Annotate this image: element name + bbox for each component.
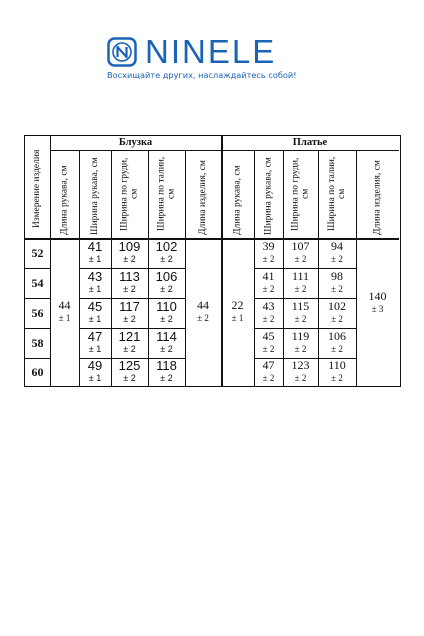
size-label: 60: [31, 364, 44, 379]
blouse-sleeve-width-value: 43: [87, 269, 103, 284]
blouse-waist-width-value: 114: [156, 329, 177, 344]
size-label: 58: [31, 335, 44, 350]
dress-chest-width-tolerance: ± 2: [294, 284, 307, 294]
blouse-waist-width: [148, 330, 185, 356]
blouse-waist-width: [148, 359, 185, 385]
dress-waist-width: [318, 270, 356, 296]
dress-chest-width: [283, 300, 318, 326]
dress-chest-width-tolerance: ± 2: [294, 373, 307, 383]
dress-chest-width-value: 123: [291, 358, 310, 372]
dress-chest-width: [283, 240, 318, 266]
blouse-chest-width-value: 113: [119, 269, 140, 284]
dress-sleeve-length-value: 22: [231, 298, 244, 312]
blouse-sleeve-width-tolerance: ± 1: [88, 344, 102, 354]
blouse-chest-width-tolerance: ± 2: [123, 314, 136, 324]
column-header-b-chest: Ширина по груди, см: [119, 157, 140, 231]
column-header-d-waist: Ширина по талии, см: [327, 156, 347, 232]
dress-waist-width-value: 102: [328, 299, 346, 313]
blouse-sleeve-width-tolerance: ± 1: [88, 314, 102, 324]
dress-chest-width-tolerance: ± 2: [294, 314, 307, 324]
blouse-sleeve-width: [79, 359, 111, 385]
dress-chest-width: [283, 330, 318, 356]
blouse-waist-width-tolerance: ± 2: [160, 344, 173, 354]
blouse-waist-width: [148, 300, 185, 326]
dress-waist-width-tolerance: ± 2: [331, 373, 343, 383]
blouse-waist-width-value: 118: [156, 358, 177, 373]
blouse-waist-width-value: 106: [155, 269, 178, 284]
dress-sleeve-width-tolerance: ± 2: [262, 284, 275, 294]
dress-chest-width-value: 107: [291, 239, 310, 253]
dress-sleeve-width: [254, 270, 283, 296]
dress-sleeve-width-value: 39: [262, 239, 275, 253]
blouse-chest-width-tolerance: ± 2: [123, 373, 136, 383]
dress-sleeve-width-value: 45: [262, 329, 275, 343]
dress-chest-width-tolerance: ± 2: [294, 344, 307, 354]
blouse-sleeve-width-value: 47: [87, 329, 103, 344]
dress-sleeve-width: [254, 240, 283, 266]
size-label: 54: [31, 275, 44, 290]
size-label: 56: [31, 305, 44, 320]
blouse-waist-width: [148, 270, 185, 296]
blouse-waist-width-value: 110: [156, 299, 177, 314]
dress-sleeve-width-value: 41: [262, 269, 275, 283]
blouse-waist-width-tolerance: ± 2: [160, 284, 173, 294]
dress-chest-width: [283, 270, 318, 296]
dress-sleeve-length-tolerance: ± 1: [231, 313, 244, 323]
blouse-chest-width: [111, 240, 148, 266]
blouse-sleeve-length: [50, 299, 79, 325]
brand-name: NINELE: [145, 33, 277, 70]
dress-waist-width-tolerance: ± 2: [331, 254, 343, 264]
group-title-blouse: Блузка: [118, 137, 153, 148]
dress-waist-width-tolerance: ± 2: [331, 284, 343, 294]
blouse-sleeve-width-value: 49: [87, 358, 103, 373]
blouse-chest-width-tolerance: ± 2: [123, 284, 136, 294]
blouse-sleeve-width: [79, 300, 111, 326]
dress-waist-width: [318, 300, 356, 326]
brand-tagline: Восхищайте других, наслаждайтесь собой!: [107, 70, 297, 80]
blouse-sleeve-width-tolerance: ± 1: [88, 254, 102, 264]
dress-sleeve-width: [254, 330, 283, 356]
column-header-d-length: Длина изделия, см: [372, 160, 383, 235]
blouse-sleeve-width-tolerance: ± 1: [88, 373, 102, 383]
dress-length: [356, 290, 399, 316]
group-divider: [50, 150, 399, 151]
dress-chest-width: [283, 359, 318, 385]
dress-waist-width: [318, 330, 356, 356]
blouse-chest-width-value: 109: [118, 239, 141, 254]
blouse-waist-width: [148, 240, 185, 266]
blouse-sleeve-length-tolerance: ± 1: [58, 313, 71, 323]
blouse-chest-width-value: 117: [119, 299, 140, 314]
column-header-b-length: Длина изделия, см: [198, 160, 208, 235]
brand-logo: [107, 33, 277, 70]
blouse-length: [185, 299, 221, 325]
blouse-chest-width: [111, 300, 148, 326]
dress-chest-width-value: 115: [291, 299, 310, 313]
dress-waist-width-tolerance: ± 2: [331, 344, 343, 354]
dress-sleeve-width-tolerance: ± 2: [262, 254, 275, 264]
dress-chest-width-value: 111: [291, 269, 310, 283]
dress-sleeve-width: [254, 359, 283, 385]
column-header-b-sleeve_width: Ширина рукава, см: [90, 157, 100, 235]
dress-waist-width-value: 106: [328, 329, 346, 343]
dress-sleeve-width-tolerance: ± 2: [262, 373, 275, 383]
blouse-sleeve-width: [79, 240, 111, 266]
blouse-length-tolerance: ± 2: [197, 313, 209, 323]
dress-waist-width-value: 98: [331, 269, 343, 283]
brand-header: [0, 33, 424, 86]
dress-waist-width-value: 110: [328, 358, 346, 372]
size-table: [24, 135, 401, 387]
size-column-header: Измерение изделия: [32, 149, 42, 229]
blouse-sleeve-width-value: 41: [87, 239, 103, 254]
blouse-sleeve-length-value: 44: [58, 298, 71, 312]
blouse-chest-width-tolerance: ± 2: [123, 254, 136, 264]
size-label: 52: [31, 245, 44, 260]
blouse-chest-width-value: 121: [118, 329, 141, 344]
dress-sleeve-width: [254, 300, 283, 326]
column-header-b-sleeve: Длина рукава, см: [59, 165, 70, 235]
dress-sleeve-width-value: 43: [262, 299, 275, 313]
column-header-d-chest: Ширина по груди, см: [290, 157, 311, 231]
column-header-d-sleeve_width: Ширина рукава, см: [263, 157, 274, 235]
dress-length-tolerance: ± 3: [371, 304, 384, 314]
dress-length-value: 140: [368, 289, 387, 303]
blouse-waist-width-tolerance: ± 2: [160, 373, 173, 383]
blouse-waist-width-value: 102: [155, 239, 178, 254]
dress-waist-width-value: 94: [331, 239, 343, 253]
blouse-waist-width-tolerance: ± 2: [160, 314, 173, 324]
blouse-length-value: 44: [197, 298, 209, 312]
blouse-sleeve-width-value: 45: [87, 299, 103, 314]
dress-sleeve-length: [221, 299, 254, 325]
column-header-d-sleeve: Длина рукава, см: [232, 165, 243, 235]
dress-chest-width-value: 119: [291, 329, 310, 343]
dress-sleeve-width-tolerance: ± 2: [262, 344, 275, 354]
dress-waist-width: [318, 359, 356, 385]
blouse-chest-width-tolerance: ± 2: [123, 344, 136, 354]
blouse-sleeve-width-tolerance: ± 1: [88, 284, 102, 294]
blouse-waist-width-tolerance: ± 2: [160, 254, 173, 264]
blouse-sleeve-width: [79, 270, 111, 296]
dress-sleeve-width-tolerance: ± 2: [262, 314, 275, 324]
dress-waist-width: [318, 240, 356, 266]
dress-waist-width-tolerance: ± 2: [331, 314, 343, 324]
blouse-chest-width: [111, 330, 148, 356]
dress-chest-width-tolerance: ± 2: [294, 254, 307, 264]
blouse-chest-width-value: 125: [118, 358, 141, 373]
group-title-dress: Платье: [292, 137, 328, 148]
blouse-chest-width: [111, 270, 148, 296]
column-header-b-waist: Ширина по талии, см: [156, 156, 177, 232]
blouse-sleeve-width: [79, 330, 111, 356]
blouse-chest-width: [111, 359, 148, 385]
brand-mark-icon: [107, 37, 137, 67]
dress-sleeve-width-value: 47: [262, 358, 275, 372]
